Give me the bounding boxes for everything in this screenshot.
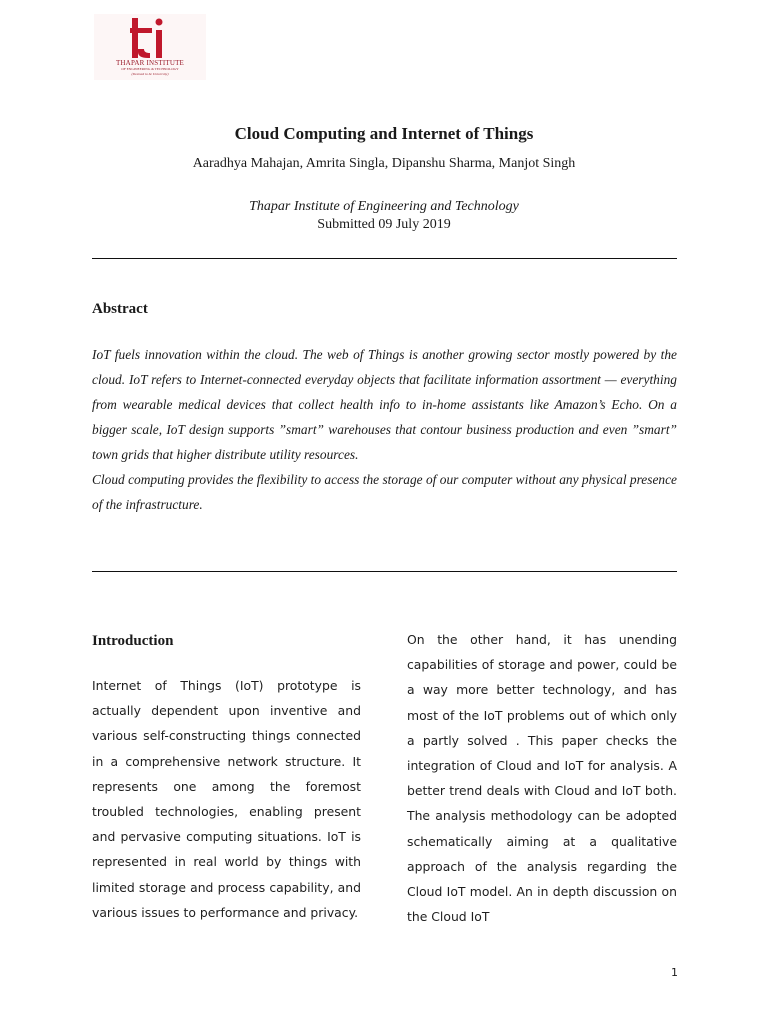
introduction-left-column: Internet of Things (IoT) prototype is actually dependent upon inventive and various self-constructing things connected in a comprehensive network structure. It represents one among the foremost troubled technologies, enabling present and pervasive computing situations. IoT is represented in real world by things with limited storage and process capability, and various issues to performance and privacy.	[92, 678, 361, 920]
abstract-body	[92, 342, 677, 517]
logo-subtitle: OF ENGINEERING & TECHNOLOGY	[121, 67, 179, 71]
page-number: 1	[671, 966, 678, 979]
abstract-heading: Abstract	[92, 301, 148, 317]
ti-logo-icon	[130, 16, 170, 60]
logo-subtitle-2: (Deemed to be University)	[131, 72, 169, 76]
abstract-paragraph-1: IoT fuels innovation within the cloud. The web of Things is another growing sector mostly powered by the cloud. IoT refers to Internet-connected everyday objects that facilitate information assortment — everything from wearable medical devices that collect health info to in-home assistants like Amazon’s Echo. On a bigger scale, IoT design supports ”smart” warehouses that contour business production and even ”smart” town grids that higher distribute utility resources.	[92, 347, 677, 462]
divider-bottom	[92, 571, 677, 572]
authors: Aaradhya Mahajan, Amrita Singla, Dipanshu Sharma, Manjot Singh	[192, 156, 576, 171]
introduction-heading: Introduction	[92, 633, 174, 649]
paper-title: Cloud Computing and Internet of Things	[234, 124, 534, 143]
submission-date: Submitted 09 July 2019	[317, 217, 451, 232]
divider-top	[92, 258, 677, 259]
institution: Thapar Institute of Engineering and Technology	[249, 199, 519, 214]
logo-name: THAPAR INSTITUTE	[115, 59, 185, 67]
abstract-paragraph-2: Cloud computing provides the flexibility to access the storage of our computer without any physical presence of the infrastructure.	[92, 472, 677, 512]
introduction-right-column: On the other hand, it has unending capabilities of storage and power, could be a way more better technology, and has most of the IoT problems out of which only a partly solved . This paper checks the integration of Cloud and IoT for analysis. A better trend deals with Cloud and IoT both. The analysis methodology can be adopted schematically aiming at a qualitative approach of the analysis regarding the Cloud IoT model. An in depth discussion on the Cloud IoT	[407, 632, 677, 925]
institution-logo	[94, 14, 206, 80]
